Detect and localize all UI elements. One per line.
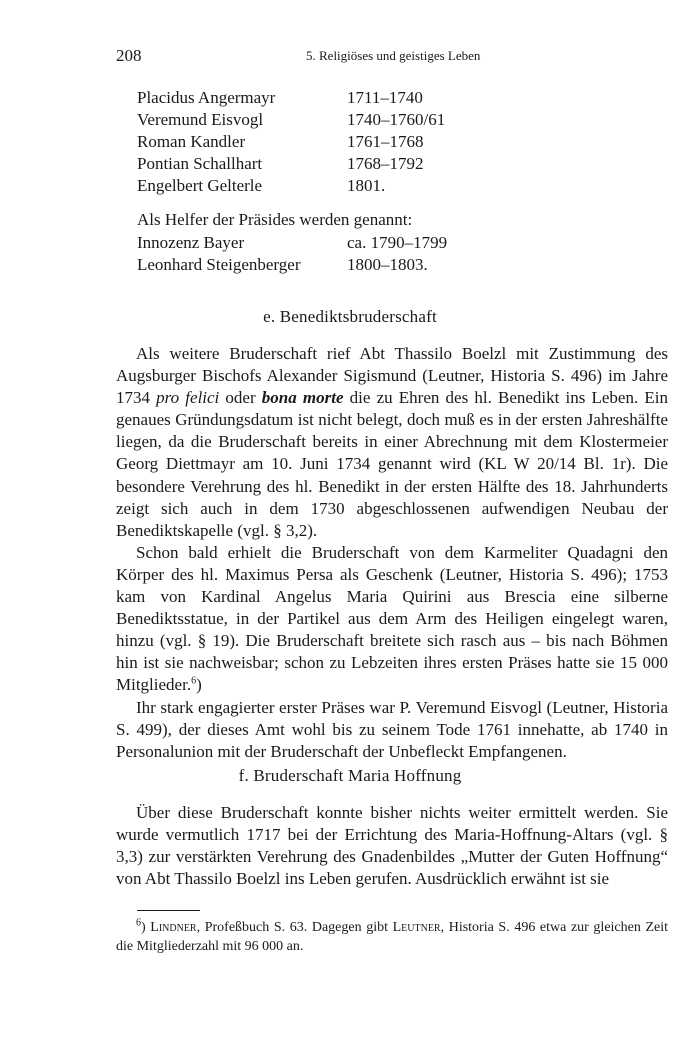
paragraph-text: die zu Ehren des hl. Benedikt ins Leben. Ein genaues Gründungsdatum ist nicht belegt, doch muß es in der ersten Jahreshälfte liegen, da die Bruderschaft bereits in einer Abrechnung mit dem Klostermeier Georg Diettmayr am 10. Juni 1734 genannt wird (KL W 20/14 Bl. 1r). Die besondere Verehrung des hl. Benedikt in der ersten Hälfte des 18. Jahrhunderts zeigt sich auch in dem 1730 abgeschlossenen aufwendigen Neubau der Benediktskapelle (vgl. § 3,2). bbox=[116, 388, 668, 540]
paragraph-text: oder bbox=[219, 388, 262, 408]
helfer-heading: Als Helfer der Präsides werden genannt: bbox=[137, 210, 413, 229]
list-item bbox=[137, 254, 557, 276]
running-head: 5. Religiöses und geistiges Leben bbox=[306, 48, 481, 63]
list-item bbox=[137, 87, 557, 109]
italic-term: bona morte bbox=[261, 388, 344, 408]
list-item-name: Placidus Angermayr bbox=[137, 88, 276, 107]
list-item-name: Veremund Eisvogl bbox=[137, 110, 264, 129]
list-item bbox=[137, 153, 557, 175]
list-item-dates: 1740–1760/61 bbox=[347, 110, 446, 129]
list-item-dates: 1800–1803. bbox=[347, 255, 428, 274]
section-title-e: e. Benediktsbruderschaft bbox=[263, 307, 437, 326]
helfer-list bbox=[137, 232, 557, 276]
praesides-list bbox=[137, 87, 557, 197]
list-item bbox=[137, 131, 557, 153]
footnote-divider bbox=[137, 910, 200, 911]
italic-term: pro felici bbox=[156, 388, 220, 408]
footnote bbox=[116, 918, 668, 956]
page-header bbox=[116, 46, 668, 70]
list-item bbox=[137, 175, 557, 197]
section-f-body bbox=[116, 802, 668, 890]
paragraph-text: Als weitere Bruderschaft rief Abt Thassilo Boelzl mit Zustimmung des Augsburger Bischofs Alexander Sigismund (Leutner, Historia S. 496) im Jahre 1734 bbox=[116, 344, 668, 408]
author-name: Leutner bbox=[392, 920, 441, 935]
list-item bbox=[137, 232, 557, 254]
footnote-marker-close: ) bbox=[141, 920, 151, 935]
footnote-text: , Profeßbuch S. 63. Dagegen gibt bbox=[196, 920, 393, 935]
list-item-name: Innozenz Bayer bbox=[137, 233, 245, 252]
list-item-dates: ca. 1790–1799 bbox=[347, 233, 448, 252]
list-item-name: Pontian Schallhart bbox=[137, 154, 263, 173]
list-item-name: Roman Kandler bbox=[137, 132, 246, 151]
section-e-body bbox=[116, 343, 668, 763]
paragraph: Ihr stark engagierter erster Präses war P. Veremund Eisvogl (Leutner, Historia S. 499), der dieses Amt wohl bis zu seinem Tode 1761 innehatte, ab 1740 in Personalunion mit der Bruderschaft der Unbefleckt Empfangenen. bbox=[116, 697, 668, 761]
section-title-f: f. Bruderschaft Maria Hoffnung bbox=[238, 766, 462, 785]
paragraph bbox=[116, 343, 668, 542]
paragraph: Über diese Bruderschaft konnte bisher nichts weiter ermittelt werden. Sie wurde vermutlich 1717 bei der Errichtung des Maria-Hoffnung-Altars (vgl. § 3,3) zur verstärkten Verehrung des Gnadenbildes „Mutter der Guten Hoffnung“ von Abt Thassilo Boelzl ins Leben gerufen. Ausdrücklich erwähnt ist sie bbox=[116, 803, 668, 889]
list-item-name: Engelbert Gelterle bbox=[137, 176, 263, 195]
list-item bbox=[137, 109, 557, 131]
paragraph bbox=[116, 542, 668, 697]
footnote-marker: 6 bbox=[136, 917, 141, 929]
list-item-name: Leonhard Steigenberger bbox=[137, 255, 301, 274]
paragraph-text: Schon bald erhielt die Bruderschaft von dem Karmeliter Quadagni den Körper des hl. Maximus Persa als Geschenk (Leutner, Historia S. 496); 1753 kam von Kardinal Angelus Maria Quirini aus Brescia eine silberne Benediktsstatue, in der Partikel aus dem Arm des Heiligen eingelegt waren, hinzu (vgl. § 19). Die Bruderschaft breitete sich rasch aus – bis nach Böhmen hin ist sie nachweisbar; schon zu Lebzeiten ihres ersten Präses hatte sie 15 000 Mitglieder. bbox=[116, 542, 668, 695]
list-item-dates: 1801. bbox=[347, 176, 386, 195]
list-item-dates: 1761–1768 bbox=[347, 132, 424, 151]
page-number: 208 bbox=[116, 46, 142, 65]
list-item-dates: 1711–1740 bbox=[347, 88, 423, 107]
footnote-text: , Historia S. 496 etwa zur gleichen Zeit die Mitgliederzahl mit 96 000 an. bbox=[116, 920, 669, 954]
footnote-reference: 6 bbox=[191, 675, 197, 687]
paragraph-text: ) bbox=[196, 675, 202, 695]
author-name: Lindner bbox=[150, 920, 197, 935]
list-item-dates: 1768–1792 bbox=[347, 154, 424, 173]
